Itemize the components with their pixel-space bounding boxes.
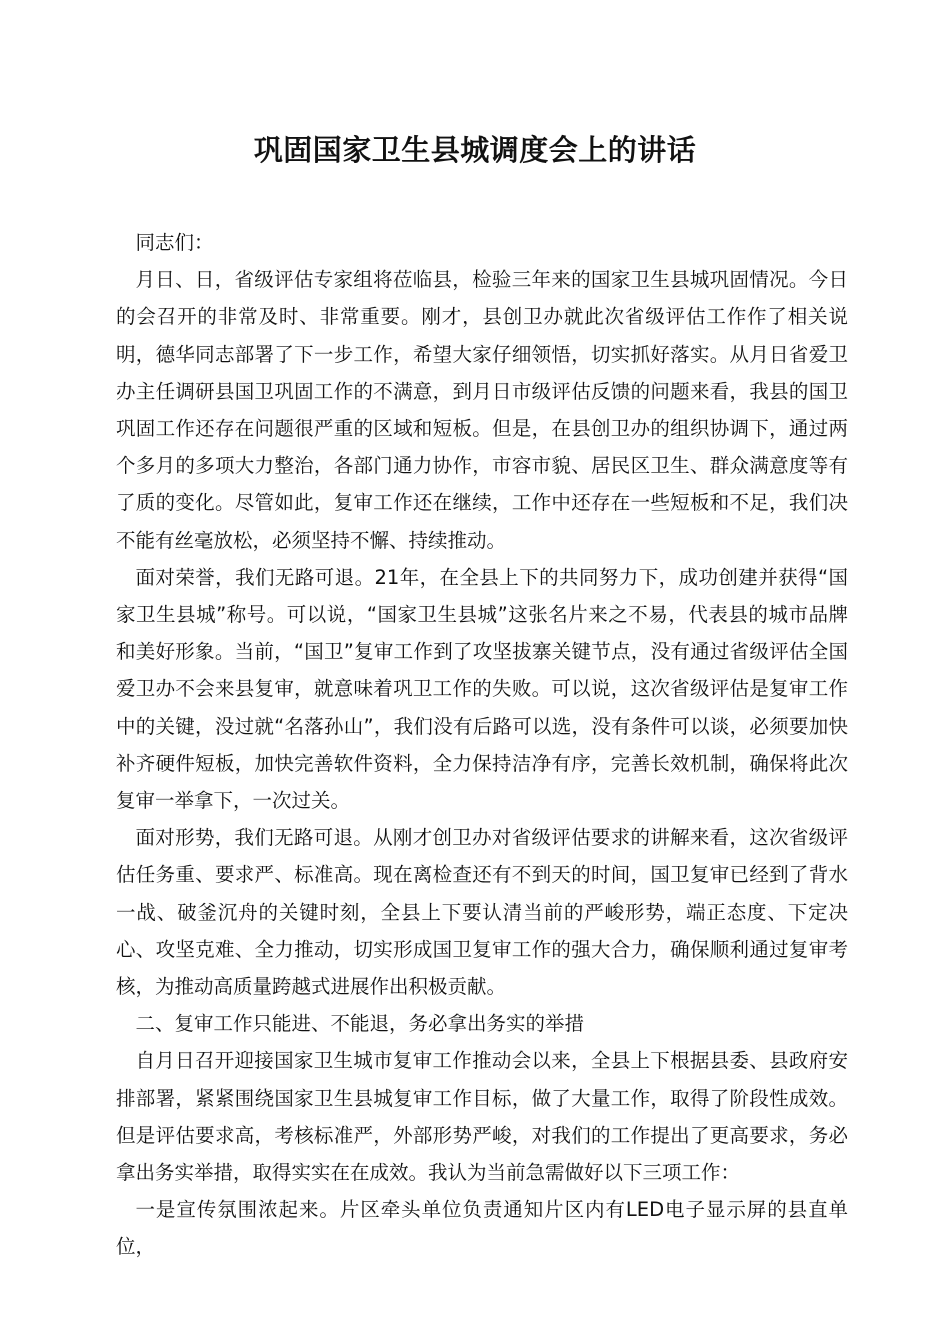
paragraph-honor: 面对荣誉，我们无路可退。21年，在全县上下的共同努力下，成功创建并获得“国家卫生县城”称号。可以说，“国家卫生县城”这张名片来之不易，代表县的城市品牌和美好形象。当前，“国卫”复审工作到了攻坚拔寨关键节点，没有通过省级评估全国爱卫办不会来县复审，就意味着巩卫工作的失败。可以说，这次省级评估是复审工作中的关键，没过就“名落孙山”，我们没有后路可以选，没有条件可以谈，必须要加快补齐硬件短板，加快完善软件资料，全力保持洁净有序，完善长效机制，确保将此次复审一举拿下，一次过关。 xyxy=(116,565,848,813)
paragraph-intro: 月日、日，省级评估专家组将莅临县，检验三年来的国家卫生县城巩固情况。今日的会召开的非常及时、非常重要。刚才，县创卫办就此次省级评估工作作了相关说明，德华同志部署了下一步工作，希望大家仔细领悟，切实抓好落实。从月日省爱卫办主任调研县国卫巩固工作的不满意，到月日市级评估反馈的问题来看，我县的国卫巩固工作还存在问题很严重的区域和短板。但是，在县创卫办的组织协调下，通过两个多月的多项大力整治，各部门通力协作，市容市貌、居民区卫生、群众满意度等有了质的变化。尽管如此，复审工作还在继续，工作中还存在一些短板和不足，我们决不能有丝毫放松，必须坚持不懈、持续推动。 xyxy=(116,268,848,552)
paragraph-measures: 自月日召开迎接国家卫生城市复审工作推动会以来，全县上下根据县委、县政府安排部署，紧紧围绕国家卫生县城复审工作目标，做了大量工作，取得了阶段性成效。但是评估要求高，考核标准严，外部形势严峻，对我们的工作提出了更高要求，务必拿出务实举措，取得实实在在成效。我认为当前急需做好以下三项工作： xyxy=(116,1049,848,1185)
document-body xyxy=(116,224,848,1266)
salutation: 同志们： xyxy=(135,231,214,254)
section-heading: 二、复审工作只能进、不能退，务必拿出务实的举措 xyxy=(135,1012,585,1036)
document-title: 巩固国家卫生县城调度会上的讲话 xyxy=(253,133,697,167)
paragraph-situation: 面对形势，我们无路可退。从刚才创卫办对省级评估要求的讲解来看，这次省级评估任务重、要求严、标准高。现在离检查还有不到天的时间，国卫复审已经到了背水一战、破釜沉舟的关键时刻，全县上下要认清当前的严峻形势，端正态度、下定决心、攻坚克难、全力推动，切实形成国卫复审工作的强大合力，确保顺利通过复审考核，为推动高质量跨越式进展作出积极贡献。 xyxy=(116,826,848,999)
paragraph-first-task: 一是宣传氛围浓起来。片区牵头单位负责通知片区内有LED电子显示屏的县直单位， xyxy=(116,1198,848,1259)
